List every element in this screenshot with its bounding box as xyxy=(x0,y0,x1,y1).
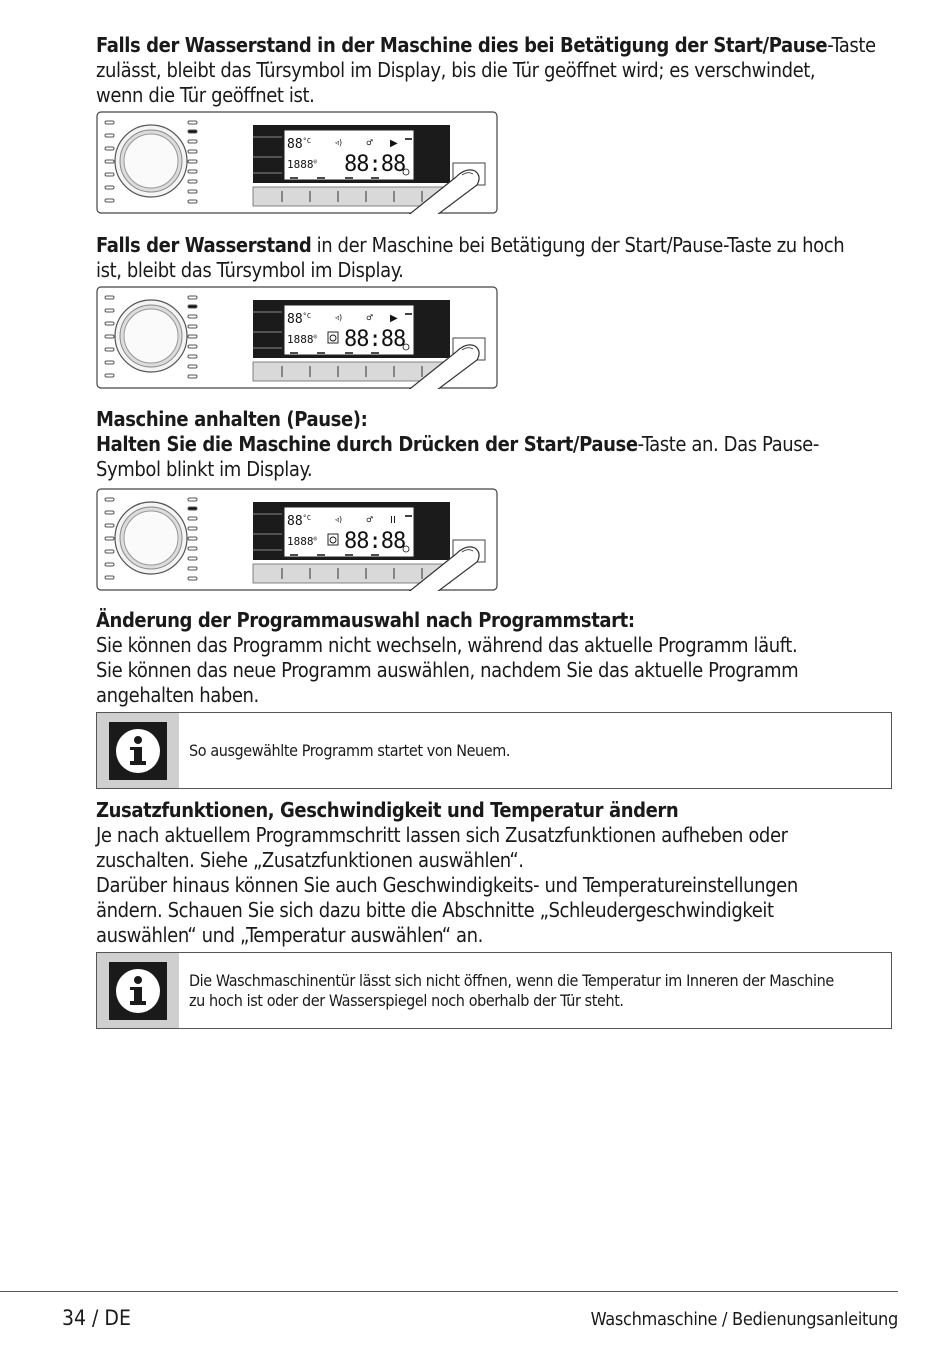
program-knob xyxy=(115,300,187,372)
info-note-box xyxy=(96,712,892,789)
text-line: zuschalten. Siehe „Zusatzfunktionen auswählen“. xyxy=(96,848,524,872)
section-heading: Änderung der Programmauswahl nach Programmstart: xyxy=(96,608,635,632)
control-panel-illustration xyxy=(96,488,498,591)
program-knob xyxy=(115,125,187,197)
text-line: auswählen“ und „Temperatur auswählen“ an. xyxy=(96,923,483,947)
page-number: 34 / DE xyxy=(62,1306,131,1330)
info-note-text: Die Waschmaschinentür lässt sich nicht öffnen, wenn die Temperatur im Inneren der Maschine zu hoch ist oder der Wasserspiegel noch oberhalb der Tür steht. xyxy=(189,970,834,1010)
lcd-time: 88:88 xyxy=(344,529,406,554)
svg-text:◃): ◃) xyxy=(335,515,343,524)
section-heading: Zusatzfunktionen, Geschwindigkeit und Temperatur ändern xyxy=(96,798,679,822)
svg-text:♂: ♂ xyxy=(366,138,374,147)
paragraph-pause-machine xyxy=(96,407,896,482)
paragraph-water-too-high xyxy=(96,233,896,283)
section-heading: Maschine anhalten (Pause): xyxy=(96,407,368,431)
control-panel-illustration xyxy=(96,286,498,389)
text-line: wenn die Tür geöffnet ist. xyxy=(96,83,315,107)
text-line: Falls der Wasserstand in der Maschine bei Betätigung der Start/Pause-Taste zu hoch xyxy=(96,233,845,257)
display-unit xyxy=(253,502,450,560)
info-icon xyxy=(109,722,167,780)
paragraph-change-functions xyxy=(96,798,896,948)
info-note-text: So ausgewählte Programm startet von Neuem. xyxy=(189,740,511,760)
program-knob xyxy=(115,502,187,574)
text-line: zulässt, bleibt das Türsymbol im Display, bis die Tür geöffnet wird; es verschwindet, xyxy=(96,58,816,82)
paragraph-door-symbol-stays xyxy=(96,33,896,108)
option-button-row xyxy=(253,362,450,381)
lcd-temperature: $88^{^\circ C}$ xyxy=(287,514,312,529)
lcd-time: 88:88 xyxy=(344,327,406,352)
text-line: Sie können das neue Programm auswählen, nachdem Sie das aktuelle Programm xyxy=(96,658,799,682)
display-unit xyxy=(253,300,450,358)
footer-divider xyxy=(0,1291,898,1292)
display-unit xyxy=(253,125,450,183)
footer-title: Waschmaschine / Bedienungsanleitung xyxy=(590,1309,898,1330)
text-line: Falls der Wasserstand in der Maschine dies bei Betätigung der Start/Pause-Taste xyxy=(96,33,876,57)
paragraph-change-program xyxy=(96,608,896,708)
text-line: Darüber hinaus können Sie auch Geschwindigkeits- und Temperatureinstellungen xyxy=(96,873,798,897)
info-note-box xyxy=(96,952,892,1029)
control-panel-illustration xyxy=(96,111,498,214)
status-icon: ▶ xyxy=(390,138,398,149)
text-line: angehalten haben. xyxy=(96,683,259,707)
lcd-time: 88:88 xyxy=(344,152,406,177)
status-icon: ▶ xyxy=(390,313,398,324)
svg-text:♂: ♂ xyxy=(366,515,374,524)
lcd-temperature: $88^{^\circ C}$ xyxy=(287,137,312,152)
text-line: ist, bleibt das Türsymbol im Display. xyxy=(96,258,404,282)
svg-text:♂: ♂ xyxy=(366,313,374,322)
lcd-spin-speed: 1888® xyxy=(287,333,318,346)
lcd-spin-speed: 1888® xyxy=(287,535,318,548)
text-line: Sie können das Programm nicht wechseln, während das aktuelle Programm läuft. xyxy=(96,633,798,657)
lcd-spin-speed: 1888® xyxy=(287,158,318,171)
option-button-row xyxy=(253,187,450,206)
text-line: Halten Sie die Maschine durch Drücken der Start/Pause-Taste an. Das Pause- xyxy=(96,432,819,456)
svg-text:◃): ◃) xyxy=(335,313,343,322)
text-line: Symbol blinkt im Display. xyxy=(96,457,313,481)
status-icon: II xyxy=(390,515,396,526)
svg-text:◃): ◃) xyxy=(335,138,343,147)
text-line: Je nach aktuellem Programmschritt lassen sich Zusatzfunktionen aufheben oder xyxy=(96,823,788,847)
info-icon xyxy=(109,962,167,1020)
lcd-temperature: $88^{^\circ C}$ xyxy=(287,312,312,327)
option-button-row xyxy=(253,564,450,583)
text-line: ändern. Schauen Sie sich dazu bitte die Abschnitte „Schleudergeschwindigkeit xyxy=(96,898,774,922)
